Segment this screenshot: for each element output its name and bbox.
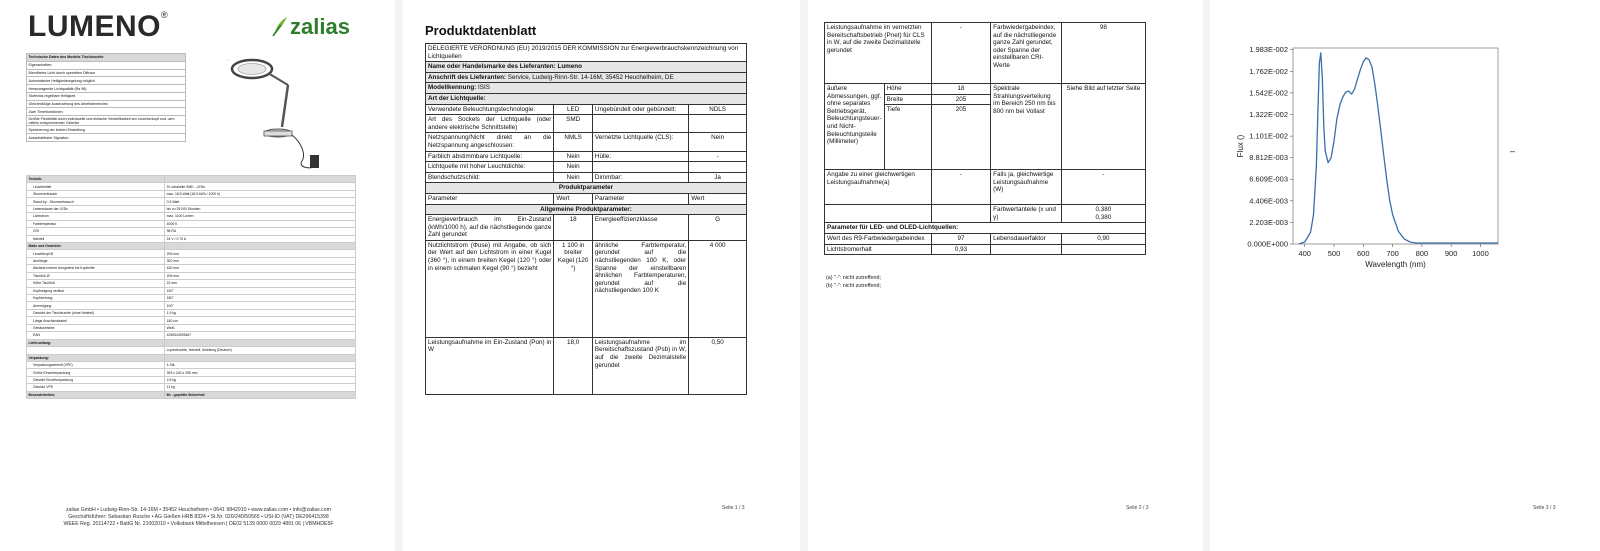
y-tick-label: 1.542E-002 [1249,88,1288,98]
spec-label: Gewicht der Tischleuchte (ohne Netzteil) [27,309,165,316]
spec-value: Weiß [165,324,356,331]
spec-label: Höhe Tischfuß [27,280,165,287]
x-tick-label: 800 [1415,249,1429,258]
spec-row [27,369,356,376]
spec-label: Kopfneigung vertikal [27,287,165,294]
spec-value: 150° [165,287,356,294]
x-tick-label: 1000 [1472,249,1489,258]
zalias-logo: zalias [272,14,350,40]
spec-label: Verpackung: [27,354,165,361]
feature-item: Speicherung der letzten Einstellung [27,126,186,134]
spec-label: Farbtemperatur [27,220,165,227]
spec-value: 4000 K [165,220,356,227]
feature-item: Gleichmäßige Ausleuchtung des Arbeitsbereiches [27,100,186,108]
spec-row [27,361,356,368]
x-tick-label: 900 [1444,249,1458,258]
spec-value: 205 mm [165,250,356,257]
spec-value: max. 1100 Lumen [165,213,356,220]
spec-label: CRI [27,228,165,235]
spec-row [27,228,356,235]
feature-item: Stufenlos regelbare Helligkeit [27,92,186,100]
spec-row [27,176,356,183]
spec-label: Stand-by - Stromverbrauch [27,198,165,205]
page-title: Produktdatenblatt [425,23,537,38]
spec-row [27,250,356,257]
spec-label: Armlänge [27,257,165,264]
x-tick-label: 700 [1386,249,1399,258]
spec-value: 300 mm [165,257,356,264]
spec-value: 180 cm [165,317,356,324]
spec-row [27,287,356,294]
spec-label: Tischfuß Ø [27,272,165,279]
spec-label: Armneigung [27,302,165,309]
lamp-illustration [210,55,320,175]
spec-value [165,339,356,346]
spec-label: Stromverbrauch [27,190,165,197]
spec-value: 180° [165,295,356,302]
y-tick-label: 4.406E-003 [1249,196,1288,206]
spec-row [27,309,356,316]
spec-value: 11 kg [165,384,356,391]
spec-value [165,176,356,183]
specs-table [26,175,356,399]
spec-label: Lichtstrom [27,213,165,220]
spec-label: Technik: [27,176,165,183]
spectrum-series-line [1299,53,1422,244]
spec-label: Verpackungseinheit (VPE) [27,361,165,368]
spec-value: 100° [165,302,356,309]
page-number: Seite 3 / 3 [1533,505,1556,511]
spec-label: Kopfdrehung [27,295,165,302]
spec-value: 4250543505467 [165,332,356,339]
spec-label [27,347,165,354]
spec-row [27,347,356,354]
datasheet-table-1: DELEGIERTE VERORDNUNG (EU) 2019/2015 DER KOMMISSION zur Energieverbrauchskennzeichnung von Lichtquellen Name oder Handelsmarke des Lieferanten: Lumeno Anschrift des Lieferanten: Service, Ludwig-Rinn-Str. 14-16M, 35452 Heuchelheim, DE Modellkennung: ISIS Art der Lichtquelle: Verwendete Beleuchtungstechnologie: LED Ungebündelt oder gebündelt: NDLS Art des Sockels der Lichtquelle (oder andere elektrische Schnittstelle) SMD Netzspannung/Nicht direkt an die Netzspannung angeschlossen: NMLS Vernetzte Lichtquelle (CLS): Nein Farblich abstimmbare Lichtquelle: Nein Hülle: - Lichtquelle mit hoher Leuchtdichte: Nein Blendschutzschild: Nein Dimmbar: Ja Produktparameter Parameter Wert Parameter Wert Allgemeine Produktparameter: Energieverbrauch im Ein-Zustand (kWh/1000 h), auf die nächstliegende ganze Zahl gerundet 18 Energieeffizienzklasse G Nutzlichtstrom (Φuse) mit Angabe, ob sich der Wert auf den Lichtstrom in einer Kugel (360 °), in einem breiten Kegel (120 °) oder in einem schmalen Kegel (90 °) bezieht 1 100 in breiter Kegel (120 °) ähnliche Farbtemperatur, gerundet auf die nächstliegenden 100 K, oder Spanne der einstellbaren ähnlichen Farbtemperaturen, gerundet auf die nächstliegenden 100 K 4 000 Leistungsaufnahme im Ein-Zustand (Pon) in W 18,0 Leistungsaufnahme im Bereitschaftszustand (Psb) in W, auf die zweite Dezimalstelle gerundet 0,50 [425,43,747,395]
spec-value: 1,9 kg [165,309,356,316]
features-table [26,53,186,142]
y-tick-label: 2.203E-003 [1249,217,1288,227]
spec-value: 2,5 kg [165,376,356,383]
spec-value: 205 mm [165,272,356,279]
y-tick-label: 1.101E-002 [1249,131,1288,141]
spec-value: 393 x 243 x 255 mm [165,369,356,376]
spec-row [27,265,356,272]
y-tick-label: 1.762E-002 [1249,66,1288,76]
spec-value: 98 RA [165,228,356,235]
spec-label: Gehäusefarbe [27,324,165,331]
spec-row [27,213,356,220]
feature-item: Ausschaltbarer Signalton [27,134,186,142]
datasheet-page-1 [0,0,395,551]
spec-row [27,376,356,383]
spec-row [27,235,356,242]
spec-label: Lieferumfang: [27,339,165,346]
spectrum-chart [1235,40,1505,280]
y-tick-label: 0.000E+000 [1247,239,1288,249]
spec-value: max. 18,5 Watt (18,5 kWh / 1000 h) [165,190,356,197]
spec-label: Gewicht Einzelverpackung [27,376,165,383]
spec-row [27,339,356,346]
spec-value: 6h - geprüfte Sicherheit [165,391,356,398]
spec-row [27,272,356,279]
feature-item: Automatische Helligkeitsregelung möglich [27,77,186,85]
x-tick-label: 400 [1298,249,1311,258]
spec-label: Gewicht VPE [27,384,165,391]
spec-label: Größe Einzelverpackung [27,369,165,376]
y-tick-label: 8.812E-003 [1249,153,1288,163]
spec-label: Leuchtkopf Ø [27,250,165,257]
page-number: Seite 1 / 3 [722,505,745,511]
spec-label: Länge Anschlusskabel [27,317,165,324]
feature-item: Herausragende Lichtqualität (Ra 98) [27,85,186,93]
spec-label: Abstand unterer Armgelenk bis Kopfmitte [27,265,165,272]
spec-label: EAN [27,332,165,339]
spec-label: Maße und Gewichte: [27,242,165,249]
y-tick-label: 6.609E-003 [1249,174,1288,184]
spec-row [27,302,356,309]
company-footer: zalias GmbH • Ludwig-Rinn-Str. 14-16M • 35452 Heuchelheim • 0641 9842910 • www.zalias.com • info@zalias.com Geschäftsführer: Sebastian Rusche • AG Gießen HRB 8324 • St.Nr. 020/240/50565 • USt-ID (VAT) DE296415398 WEEE Reg. 20114722 • BattG Nr. 21002010 • Volksbank Mittelhessen | DE02 5139 0000 0029 4891 06 | VBMHDE5F [63,507,334,527]
spec-label: Netzteil [27,235,165,242]
feature-item: Zwei Timerfunktionen [27,108,186,116]
spec-row [27,384,356,391]
plot-frame [1293,48,1498,244]
spec-row [27,190,356,197]
x-tick-label: 600 [1357,249,1370,258]
spec-row [27,205,356,212]
feature-item: Blendfreies Licht durch speziellen Diffusor [27,69,186,77]
spec-label: Leuchtmittel [27,183,165,190]
feature-item: Größte Flexibilität durch individuelle und einfache Verstellbarkeit am Leuchtenkopf und -arm mittels entsprechender Gelenke [27,116,186,126]
spec-row [27,324,356,331]
footnotes: (a) "-": nicht zutreffend; (b) "-": nicht zutreffend; [826,275,881,289]
features-title: Technische Daten des Modells Tischleuchte [27,54,186,62]
spec-value: 0,5 Watt [165,198,356,205]
spec-row [27,332,356,339]
datasheet-continued [824,22,1146,255]
spec-value: Lupenleuchte, Netzteil, Anleitung (Deutsch) [165,347,356,354]
spec-row [27,354,356,361]
y-axis-label: Flux () [1236,134,1245,158]
spec-value: 22 mm [165,280,356,287]
spec-row [27,242,356,249]
spec-value: 4 Stk. [165,361,356,368]
y-tick-label: 1.322E-002 [1249,109,1288,119]
spec-value: 91 ultrahelle SMD - LEDs [165,183,356,190]
spec-row [27,220,356,227]
spec-row [27,280,356,287]
spec-row [27,257,356,264]
spec-value: bis zu 25.000 Stunden [165,205,356,212]
y-tick-label: 1.983E-002 [1249,45,1288,55]
spec-row [27,391,356,398]
spec-label: Besonderheiten: [27,391,165,398]
datasheet-table-2: Leistungsaufnahme im vernetzten Bereitschaftsbetrieb (Pnet) für CLS in W, auf die zweite Dezimalstelle gerundet - Farbwiedergabeindex, auf die nächstliegende ganze Zahl gerundet, oder Spanne der einstellbaren CRI-Werte 98 äußere Abmessungen, ggf. ohne separates Betriebsgerät, Beleuchtungsteuer- und Nicht-Beleuchtungsteile (Millimeter) Höhe 18 Spektrale Strahlungsverteilung im Bereich 250 nm bis 800 nm bei Vollast Siehe Bild auf letzter Seite Breite 205 Tiefe 205 Angabe zu einer gleichwertigen Leistungsaufnahme(a) - Falls ja, gleichwertige Leistungsaufnahme (W) - Farbwertanteile (x und y) 0,380 0,380 Parameter für LED- und OLED-Lichtquellen: Wert des R9-Farbwiedergabeindex 97 Lebensdauerfaktor 0,90 Lichtstromerhalt 0,93 [824,22,1146,255]
spec-label: Lebensdauer der LEDs [27,205,165,212]
x-axis-label: Wavelength (nm) [1365,260,1426,269]
spec-row [27,317,356,324]
spec-value [165,242,356,249]
lumeno-logo: LUMENO® [28,10,169,43]
spec-value: 24 V / 0,75 A [165,235,356,242]
x-tick-label: 500 [1327,249,1341,258]
leaf-icon [272,15,288,37]
product-datasheet [425,23,747,395]
features-header: Eigenschaften: [27,61,186,69]
side-mark: – [1510,146,1516,156]
spec-row [27,295,356,302]
page-number: Seite 2 / 3 [1126,505,1149,511]
spec-row [27,183,356,190]
spec-row [27,198,356,205]
spec-value [165,354,356,361]
spec-value: 430 mm [165,265,356,272]
